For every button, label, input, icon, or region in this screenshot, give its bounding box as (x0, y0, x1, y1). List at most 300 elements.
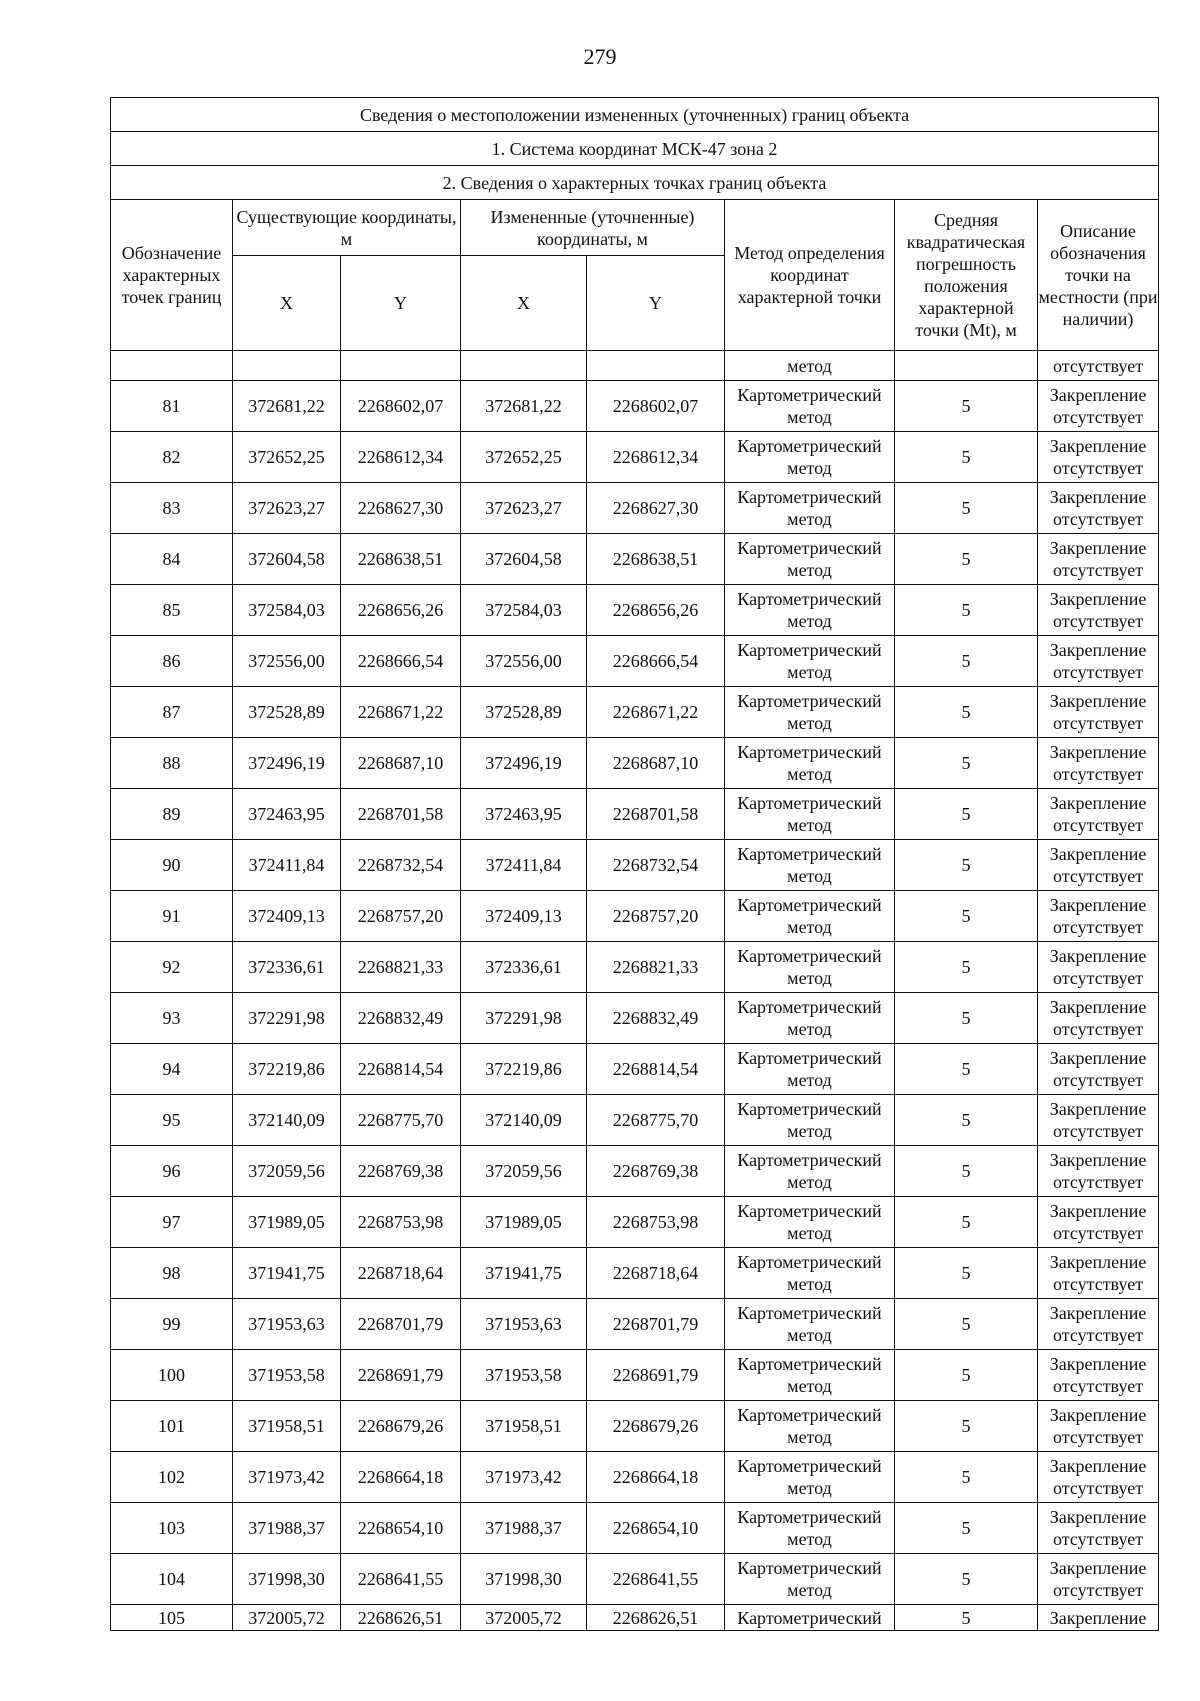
description (1038, 1095, 1159, 1146)
changed-x: 372623,27 (461, 483, 587, 534)
existing-y: 2268687,10 (341, 738, 461, 789)
error-mt: 5 (895, 993, 1038, 1044)
description-line-1: Закрепление (1049, 1303, 1147, 1323)
method-line-1: Картометрический (737, 487, 882, 507)
method-line-2: метод (787, 1070, 832, 1090)
method (725, 1197, 895, 1248)
table-row (111, 432, 1159, 483)
description-line-2: отсутствует (1053, 1529, 1144, 1549)
point-number: 105 (111, 1605, 233, 1631)
method (725, 636, 895, 687)
method (725, 1503, 895, 1554)
method (725, 432, 895, 483)
existing-x: 371953,58 (233, 1350, 341, 1401)
description (1038, 891, 1159, 942)
error-mt: 5 (895, 1044, 1038, 1095)
description (1038, 738, 1159, 789)
existing-x: 372463,95 (233, 789, 341, 840)
method-line-1: Картометрический (737, 1252, 882, 1272)
table-row (111, 1503, 1159, 1554)
continuation-cell (111, 351, 233, 381)
method-line-2: метод (787, 713, 832, 733)
description (1038, 1248, 1159, 1299)
existing-x: 371998,30 (233, 1554, 341, 1605)
table-row (111, 381, 1159, 432)
table-row (111, 1044, 1159, 1095)
description-line-1: Закрепление (1049, 742, 1147, 762)
existing-y: 2268821,33 (341, 942, 461, 993)
point-number: 100 (111, 1350, 233, 1401)
changed-x: 371973,42 (461, 1452, 587, 1503)
method-line-1: Картометрический (737, 640, 882, 660)
existing-y: 2268666,54 (341, 636, 461, 687)
method (725, 891, 895, 942)
method-line-1: Картометрический (737, 1099, 882, 1119)
table-title: Сведения о местоположении измененных (уточненных) границ объекта (111, 98, 1159, 132)
table-row (111, 1095, 1159, 1146)
method-line-2: метод (787, 1019, 832, 1039)
changed-y: 2268679,26 (587, 1401, 725, 1452)
method-line-1: Картометрический (737, 844, 882, 864)
table-row (111, 1452, 1159, 1503)
existing-y: 2268701,79 (341, 1299, 461, 1350)
error-mt: 5 (895, 789, 1038, 840)
existing-y: 2268718,64 (341, 1248, 461, 1299)
description-line-1: Закрепление (1049, 691, 1147, 711)
description-line-1: Закрепление (1049, 895, 1147, 915)
continuation-row (111, 351, 1159, 381)
changed-x: 372556,00 (461, 636, 587, 687)
continuation-cell (587, 351, 725, 381)
description-line-2: отсутствует (1053, 1019, 1144, 1039)
point-number: 98 (111, 1248, 233, 1299)
existing-x: 372528,89 (233, 687, 341, 738)
method-line-1: Картометрический (737, 742, 882, 762)
point-number: 103 (111, 1503, 233, 1554)
description-line-1: Закрепление (1049, 1507, 1147, 1527)
method (725, 1554, 895, 1605)
header-error: Средняя квадратическая погрешность положения характерной точки (Mt), м (895, 200, 1038, 351)
method-line-1: Картометрический (737, 895, 882, 915)
description-line-1: Закрепление (1049, 436, 1147, 456)
point-number: 91 (111, 891, 233, 942)
description: Закрепление (1038, 1605, 1159, 1631)
description-line-2: отсутствует (1053, 764, 1144, 784)
method-line-2: метод (787, 1580, 832, 1600)
existing-y: 2268753,98 (341, 1197, 461, 1248)
description (1038, 483, 1159, 534)
description-line-2: отсутствует (1053, 560, 1144, 580)
changed-y: 2268626,51 (587, 1605, 725, 1631)
existing-x: 372336,61 (233, 942, 341, 993)
method-line-1: Картометрический (737, 1507, 882, 1527)
point-number: 87 (111, 687, 233, 738)
method (725, 483, 895, 534)
existing-y: 2268641,55 (341, 1554, 461, 1605)
method (725, 1044, 895, 1095)
method-line-2: метод (787, 1172, 832, 1192)
coordinates-table (110, 97, 1159, 1631)
existing-y: 2268627,30 (341, 483, 461, 534)
point-number: 95 (111, 1095, 233, 1146)
changed-x: 372463,95 (461, 789, 587, 840)
changed-x: 372411,84 (461, 840, 587, 891)
method (725, 381, 895, 432)
description-line-1: Закрепление (1049, 589, 1147, 609)
changed-y: 2268687,10 (587, 738, 725, 789)
header-row-1 (111, 200, 1159, 256)
description (1038, 1554, 1159, 1605)
error-mt: 5 (895, 1146, 1038, 1197)
error-mt: 5 (895, 942, 1038, 993)
method (725, 789, 895, 840)
description-line-2: отсутствует (1053, 1478, 1144, 1498)
changed-y: 2268775,70 (587, 1095, 725, 1146)
table-row (111, 636, 1159, 687)
error-mt: 5 (895, 738, 1038, 789)
description (1038, 1350, 1159, 1401)
method (725, 1146, 895, 1197)
header-changed-y: Y (587, 256, 725, 351)
point-number: 92 (111, 942, 233, 993)
method-line-1: Картометрический (737, 589, 882, 609)
page-number: 279 (583, 44, 617, 69)
method-line-2: метод (787, 1529, 832, 1549)
error-mt: 5 (895, 432, 1038, 483)
description (1038, 1044, 1159, 1095)
point-number: 82 (111, 432, 233, 483)
existing-y: 2268757,20 (341, 891, 461, 942)
changed-x: 372584,03 (461, 585, 587, 636)
error-mt: 5 (895, 1605, 1038, 1631)
description (1038, 1146, 1159, 1197)
method-line-1: Картометрический (737, 385, 882, 405)
description (1038, 1452, 1159, 1503)
description-line-2: отсутствует (1053, 1121, 1144, 1141)
table-row (111, 585, 1159, 636)
description-line-1: Закрепление (1049, 1354, 1147, 1374)
method (725, 942, 895, 993)
method (725, 1401, 895, 1452)
description-line-2: отсутствует (1053, 458, 1144, 478)
description (1038, 432, 1159, 483)
existing-y: 2268679,26 (341, 1401, 461, 1452)
error-mt: 5 (895, 636, 1038, 687)
header-method: Метод определения координат характерной точки (725, 200, 895, 351)
method-line-1: Картометрический (737, 691, 882, 711)
changed-y: 2268691,79 (587, 1350, 725, 1401)
method (725, 534, 895, 585)
header-designation: Обозначение характерных точек границ (111, 200, 233, 351)
error-mt: 5 (895, 1095, 1038, 1146)
changed-x: 371988,37 (461, 1503, 587, 1554)
method-line-2: метод (787, 1274, 832, 1294)
error-mt: 5 (895, 1350, 1038, 1401)
point-number: 94 (111, 1044, 233, 1095)
point-number: 97 (111, 1197, 233, 1248)
description (1038, 1503, 1159, 1554)
point-number: 89 (111, 789, 233, 840)
table-row (111, 1248, 1159, 1299)
method (725, 585, 895, 636)
method-line-2: метод (787, 611, 832, 631)
description-line-1: Закрепление (1049, 1252, 1147, 1272)
point-number: 93 (111, 993, 233, 1044)
existing-x: 371941,75 (233, 1248, 341, 1299)
method-line-1: Картометрический (737, 1405, 882, 1425)
description-line-1: Закрепление (1049, 997, 1147, 1017)
changed-y: 2268832,49 (587, 993, 725, 1044)
changed-x: 372528,89 (461, 687, 587, 738)
existing-x: 371973,42 (233, 1452, 341, 1503)
error-mt: 5 (895, 483, 1038, 534)
point-number: 86 (111, 636, 233, 687)
existing-y: 2268671,22 (341, 687, 461, 738)
error-mt: 5 (895, 1452, 1038, 1503)
existing-x: 372059,56 (233, 1146, 341, 1197)
method-line-2: метод (787, 815, 832, 835)
method-line-1: Картометрический (737, 1303, 882, 1323)
existing-x: 372681,22 (233, 381, 341, 432)
existing-x: 371989,05 (233, 1197, 341, 1248)
method-line-2: метод (787, 764, 832, 784)
description-line-2: отсутствует (1053, 968, 1144, 988)
description-line-2: отсутствует (1053, 407, 1144, 427)
table-row (111, 1401, 1159, 1452)
points-section-row (111, 166, 1159, 200)
table-row (111, 687, 1159, 738)
existing-y: 2268691,79 (341, 1350, 461, 1401)
method-line-2: метод (787, 1478, 832, 1498)
description-line-1: Закрепление (1049, 1558, 1147, 1578)
error-mt: 5 (895, 1248, 1038, 1299)
header-existing-coordinates: Существующие координаты, м (233, 200, 461, 256)
description-line-2: отсутствует (1053, 509, 1144, 529)
existing-x: 372291,98 (233, 993, 341, 1044)
existing-x: 372584,03 (233, 585, 341, 636)
description-line-2: отсутствует (1053, 1172, 1144, 1192)
description-line-1: Закрепление (1049, 1099, 1147, 1119)
table-row (111, 840, 1159, 891)
continuation-cell (461, 351, 587, 381)
description-line-2: отсутствует (1053, 866, 1144, 886)
description-line-2: отсутствует (1053, 1376, 1144, 1396)
method-line-1: Картометрический (737, 1201, 882, 1221)
point-number: 85 (111, 585, 233, 636)
description (1038, 534, 1159, 585)
existing-x: 371958,51 (233, 1401, 341, 1452)
description-line-1: Закрепление (1049, 487, 1147, 507)
description-line-1: Закрепление (1049, 385, 1147, 405)
changed-y: 2268654,10 (587, 1503, 725, 1554)
changed-y: 2268718,64 (587, 1248, 725, 1299)
method-line-2: метод (787, 509, 832, 529)
existing-y: 2268769,38 (341, 1146, 461, 1197)
error-mt: 5 (895, 840, 1038, 891)
description-line-1: Закрепление (1049, 538, 1147, 558)
existing-y: 2268814,54 (341, 1044, 461, 1095)
changed-x: 372059,56 (461, 1146, 587, 1197)
method-line-1: Картометрический (737, 538, 882, 558)
changed-y: 2268753,98 (587, 1197, 725, 1248)
description-line-2: отсутствует (1053, 917, 1144, 937)
error-mt: 5 (895, 687, 1038, 738)
table-row (111, 1554, 1159, 1605)
description (1038, 687, 1159, 738)
method (725, 738, 895, 789)
description (1038, 636, 1159, 687)
changed-x: 371989,05 (461, 1197, 587, 1248)
changed-x: 371998,30 (461, 1554, 587, 1605)
changed-x: 371953,63 (461, 1299, 587, 1350)
method-line-1: Картометрический (737, 1354, 882, 1374)
description-line-1: Закрепление (1049, 1048, 1147, 1068)
method-line-1: Картометрический (737, 946, 882, 966)
method-line-2: метод (787, 458, 832, 478)
existing-x: 372140,09 (233, 1095, 341, 1146)
description (1038, 789, 1159, 840)
changed-x: 372604,58 (461, 534, 587, 585)
description-line-2: отсутствует (1053, 1223, 1144, 1243)
method (725, 840, 895, 891)
description (1038, 1299, 1159, 1350)
error-mt: 5 (895, 381, 1038, 432)
method-line-2: метод (787, 968, 832, 988)
description-line-1: Закрепление (1049, 1150, 1147, 1170)
description (1038, 942, 1159, 993)
description-line-2: отсутствует (1053, 713, 1144, 733)
method-line-1: Картометрический (737, 1150, 882, 1170)
continuation-method: метод (725, 351, 895, 381)
existing-y: 2268612,34 (341, 432, 461, 483)
changed-x: 372681,22 (461, 381, 587, 432)
error-mt: 5 (895, 1503, 1038, 1554)
table-row (111, 1197, 1159, 1248)
table-row (111, 1605, 1159, 1631)
header-description: Описание обозначения точки на местности (при наличии) (1038, 200, 1159, 351)
changed-y: 2268627,30 (587, 483, 725, 534)
method-line-2: метод (787, 662, 832, 682)
existing-x: 372623,27 (233, 483, 341, 534)
description-line-1: Закрепление (1049, 844, 1147, 864)
table-row (111, 789, 1159, 840)
point-number: 88 (111, 738, 233, 789)
method-line-1: Картометрический (737, 436, 882, 456)
changed-x: 372336,61 (461, 942, 587, 993)
method-line-1: Картометрический (737, 997, 882, 1017)
changed-y: 2268732,54 (587, 840, 725, 891)
changed-y: 2268701,79 (587, 1299, 725, 1350)
existing-x: 372411,84 (233, 840, 341, 891)
header-existing-x: X (233, 256, 341, 351)
description-line-1: Закрепление (1049, 1456, 1147, 1476)
table-row (111, 1146, 1159, 1197)
continuation-cell (895, 351, 1038, 381)
description (1038, 381, 1159, 432)
method (725, 1095, 895, 1146)
description (1038, 1401, 1159, 1452)
table-row (111, 1350, 1159, 1401)
point-number: 96 (111, 1146, 233, 1197)
error-mt: 5 (895, 1197, 1038, 1248)
method-line-2: метод (787, 1121, 832, 1141)
error-mt: 5 (895, 1401, 1038, 1452)
description-line-1: Закрепление (1049, 640, 1147, 660)
changed-x: 372140,09 (461, 1095, 587, 1146)
header-existing-y: Y (341, 256, 461, 351)
changed-x: 371953,58 (461, 1350, 587, 1401)
changed-y: 2268612,34 (587, 432, 725, 483)
description (1038, 585, 1159, 636)
table-row (111, 891, 1159, 942)
description (1038, 993, 1159, 1044)
description-line-2: отсутствует (1053, 815, 1144, 835)
changed-y: 2268821,33 (587, 942, 725, 993)
description-line-2: отсутствует (1053, 1580, 1144, 1600)
error-mt: 5 (895, 534, 1038, 585)
changed-y: 2268671,22 (587, 687, 725, 738)
description-line-1: Закрепление (1049, 793, 1147, 813)
description-line-2: отсутствует (1053, 1070, 1144, 1090)
method (725, 687, 895, 738)
existing-y: 2268656,26 (341, 585, 461, 636)
changed-x: 372496,19 (461, 738, 587, 789)
method-line-1: Картометрический (737, 1558, 882, 1578)
table-row (111, 942, 1159, 993)
continuation-cell (341, 351, 461, 381)
existing-y: 2268732,54 (341, 840, 461, 891)
method (725, 993, 895, 1044)
changed-y: 2268666,54 (587, 636, 725, 687)
description (1038, 840, 1159, 891)
header-changed-coordinates: Измененные (уточненные) координаты, м (461, 200, 725, 256)
method-line-1: Картометрический (737, 793, 882, 813)
table-row (111, 1299, 1159, 1350)
description-line-2: отсутствует (1053, 662, 1144, 682)
existing-x: 371988,37 (233, 1503, 341, 1554)
error-mt: 5 (895, 1554, 1038, 1605)
error-mt: 5 (895, 585, 1038, 636)
description-line-2: отсутствует (1053, 1427, 1144, 1447)
table-title-row (111, 98, 1159, 132)
table-row (111, 993, 1159, 1044)
method-line-2: метод (787, 1223, 832, 1243)
method-line-2: метод (787, 560, 832, 580)
point-number: 90 (111, 840, 233, 891)
changed-y: 2268757,20 (587, 891, 725, 942)
changed-y: 2268656,26 (587, 585, 725, 636)
point-number: 101 (111, 1401, 233, 1452)
existing-y: 2268626,51 (341, 1605, 461, 1631)
method-line-2: метод (787, 866, 832, 886)
changed-y: 2268638,51 (587, 534, 725, 585)
existing-x: 372409,13 (233, 891, 341, 942)
method-line-2: метод (787, 1325, 832, 1345)
existing-y: 2268775,70 (341, 1095, 461, 1146)
changed-y: 2268602,07 (587, 381, 725, 432)
method (725, 1299, 895, 1350)
method (725, 1350, 895, 1401)
error-mt: 5 (895, 891, 1038, 942)
existing-x: 372652,25 (233, 432, 341, 483)
existing-x: 372219,86 (233, 1044, 341, 1095)
table-row (111, 534, 1159, 585)
description-line-2: отсутствует (1053, 611, 1144, 631)
changed-y: 2268664,18 (587, 1452, 725, 1503)
existing-y: 2268602,07 (341, 381, 461, 432)
method-line-1: Картометрический (737, 1048, 882, 1068)
point-number: 102 (111, 1452, 233, 1503)
